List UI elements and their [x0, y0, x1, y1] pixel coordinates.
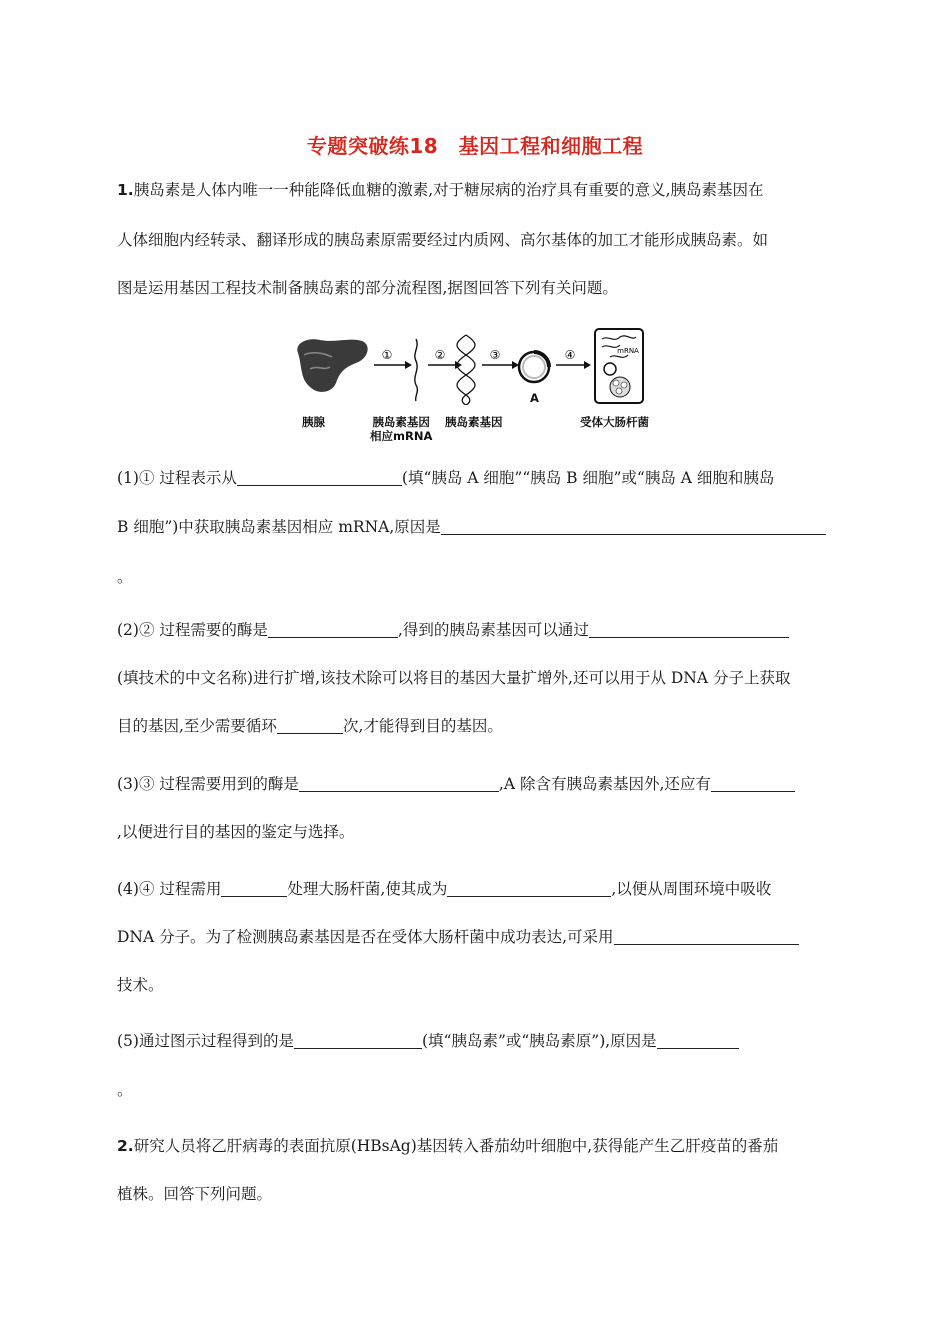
arrow-3 — [482, 361, 519, 369]
q1-part3-text-b: ,A 除含有胰岛素基因外,还应有 — [498, 775, 711, 793]
answer-blank[interactable] — [711, 775, 795, 792]
answer-blank[interactable] — [277, 717, 343, 734]
q1-part5-text-b: (填“胰岛素”或“胰岛素原”),原因是 — [421, 1032, 657, 1050]
q1-part2-text-c: 目的基因,至少需要循环 — [117, 717, 277, 735]
page-title: 专题突破练18 基因工程和细胞工程 — [306, 134, 644, 158]
q1-part1-line-3: 。 — [117, 568, 133, 586]
q1-part4-text-b: 处理大肠杆菌,使其成为 — [287, 880, 448, 898]
answer-blank[interactable] — [268, 621, 398, 638]
q1-intro-line-2: 人体细胞内经转录、翻译形成的胰岛素原需要经过内质网、高尔基体的加工才能形成胰岛素。如 — [117, 231, 769, 249]
answer-blank[interactable] — [614, 928, 799, 945]
inner-mrna-label: mRNA — [617, 347, 639, 355]
dna-double-helix — [457, 335, 475, 405]
q1-part4-text-a: (4)④ 过程需用 — [117, 880, 222, 898]
q1-part2-text-b: ,得到的胰岛素基因可以通过 — [397, 621, 589, 639]
q1-part1-line-1 — [117, 468, 774, 488]
q1-part4-text-d: DNA 分子。为了检测胰岛素基因是否在受体大肠杆菌中成功表达,可采用 — [117, 928, 614, 946]
answer-blank[interactable] — [237, 469, 402, 486]
q1-part2-text-a: (2)② 过程需要的酶是 — [117, 621, 268, 639]
answer-blank[interactable] — [221, 880, 287, 897]
question-number: 1. — [117, 181, 134, 199]
q1-part5-line-2: 。 — [117, 1081, 133, 1099]
q1-part2-line-3 — [117, 716, 503, 736]
answer-blank[interactable] — [589, 621, 789, 638]
step-1-label: ① — [381, 348, 393, 362]
plasmid-a — [519, 352, 549, 382]
q1-part3-line-1 — [117, 774, 795, 794]
answer-blank[interactable] — [441, 518, 826, 535]
q1-part2-line-2: (填技术的中文名称)进行扩增,该技术除可以将目的基因大量扩增外,还可以用于从 DNA 分子上获取 — [117, 669, 791, 687]
q2-line-2: 植株。回答下列问题。 — [117, 1185, 273, 1203]
answer-blank[interactable] — [447, 880, 611, 897]
q1-intro-line-3: 图是运用基因工程技术制备胰岛素的部分流程图,据图回答下列有关问题。 — [117, 279, 618, 297]
label-pancreas: 胰腺 — [302, 415, 325, 429]
mrna-strand — [415, 339, 418, 401]
q1-part2-line-1 — [117, 620, 789, 640]
step-2-label: ② — [434, 348, 446, 362]
q1-part4-line-2 — [117, 927, 799, 947]
pancreas-image — [297, 339, 367, 392]
answer-blank[interactable] — [299, 775, 499, 792]
ecoli-cell — [595, 329, 643, 403]
q1-part5-text-a: (5)通过图示过程得到的是 — [117, 1032, 294, 1050]
q1-part1-text-c: B 细胞”)中获取胰岛素基因相应 mRNA,原因是 — [117, 518, 441, 536]
q1-part4-line-1 — [117, 879, 771, 899]
label-mrna-line-2: 相应mRNA — [370, 429, 433, 443]
q1-part4-text-c: ,以便从周围环境中吸收 — [611, 880, 772, 898]
arrow-1 — [374, 361, 412, 369]
question-number: 2. — [117, 1137, 134, 1155]
q1-part1-text-b: (填“胰岛 A 细胞”“胰岛 B 细胞”或“胰岛 A 细胞和胰岛 — [401, 469, 775, 487]
q1-part3-line-2: ,以便进行目的基因的鉴定与选择。 — [117, 823, 355, 841]
q1-part2-text-d: 次,才能得到目的基因。 — [342, 717, 503, 735]
q2-text-1: 研究人员将乙肝病毒的表面抗原(HBsAg)基因转入番茄幼叶细胞中,获得能产生乙肝疫苗的番茄 — [133, 1137, 779, 1155]
label-mrna-line-1: 胰岛素基因 — [372, 415, 430, 429]
q2-line-1 — [117, 1136, 778, 1156]
label-ecoli: 受体大肠杆菌 — [580, 415, 649, 429]
q1-part4-line-3: 技术。 — [117, 976, 164, 994]
process-figure — [290, 325, 680, 445]
q1-part1-line-2 — [117, 517, 826, 537]
step-3-label: ③ — [489, 348, 501, 362]
answer-blank[interactable] — [657, 1032, 739, 1049]
q1-intro-text-1: 胰岛素是人体内唯一一种能降低血糖的激素,对于糖尿病的治疗具有重要的意义,胰岛素基因在 — [133, 181, 764, 199]
q1-part1-text-a: (1)① 过程表示从 — [117, 469, 237, 487]
step-4-label: ④ — [564, 348, 576, 362]
arrow-4 — [556, 361, 591, 369]
label-a: A — [530, 391, 539, 405]
label-gene: 胰岛素基因 — [445, 415, 503, 429]
label-mrna — [370, 415, 432, 443]
answer-blank[interactable] — [294, 1032, 422, 1049]
flow-diagram — [290, 325, 680, 405]
q1-intro-line-1 — [117, 180, 764, 200]
q1-part3-text-a: (3)③ 过程需要用到的酶是 — [117, 775, 299, 793]
q1-part5-line-1 — [117, 1031, 739, 1051]
